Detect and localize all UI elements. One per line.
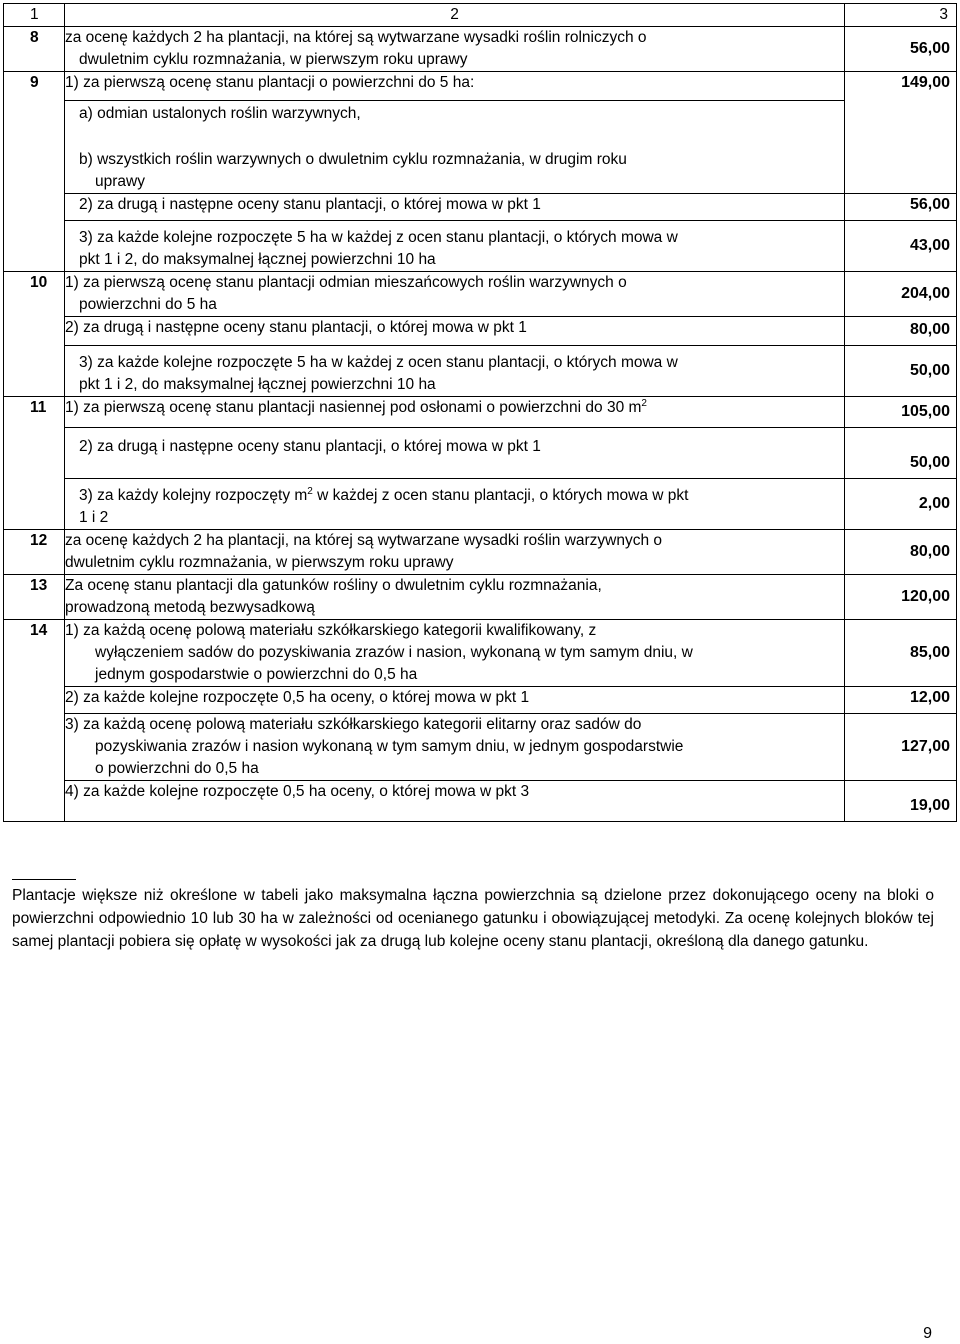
table-row	[4, 687, 957, 714]
superscript: 2	[307, 485, 313, 497]
row-number: 11	[4, 397, 65, 530]
fee-value: 56,00	[845, 27, 957, 72]
description-line: wyłączeniem sadów do pozyskiwania zrazów i nasion, wykonaną w tym samym dniu, w	[95, 644, 693, 661]
row-description	[65, 101, 845, 194]
description-line: Za ocenę stanu plantacji dla gatunków rośliny o dwuletnim cyklu rozmnażania,	[65, 577, 602, 594]
table-row	[4, 101, 957, 194]
description-line: 3) za każdy kolejny rozpoczęty m	[79, 487, 308, 504]
description-line: powierzchni do 5 ha	[79, 296, 217, 313]
row-description	[65, 575, 845, 620]
row-number: 12	[4, 530, 65, 575]
description-line: a) odmian ustalonych roślin warzywnych,	[79, 105, 361, 122]
table-row	[4, 479, 957, 530]
table-row	[4, 317, 957, 346]
header-col-1: 1	[4, 4, 65, 27]
description-line: w każdej z ocen stanu plantacji, o których mowa w pkt	[312, 487, 689, 504]
description-line: 1) za pierwszą ocenę stanu plantacji odmian mieszańcowych roślin warzywnych o	[65, 274, 627, 291]
fee-value: 204,00	[845, 272, 957, 317]
description-line: 1 i 2	[79, 509, 109, 526]
footnote-separator	[12, 879, 76, 880]
description-line: 4) za każde kolejne rozpoczęte 0,5 ha oceny, o której mowa w pkt 3	[65, 783, 530, 800]
fee-value: 50,00	[845, 428, 957, 479]
description-line: pozyskiwania zrazów i nasion wykonaną w tym samym dniu, w jednym gospodarstwie	[95, 738, 684, 755]
description-line: 2) za drugą i następne oceny stanu plantacji, o której mowa w pkt 1	[79, 438, 541, 455]
table-row	[4, 781, 957, 822]
fee-value: 43,00	[845, 221, 957, 272]
row-description	[65, 346, 845, 397]
description-line: prowadzoną metodą bezwysadkową	[65, 599, 315, 616]
description-line: za ocenę każdych 2 ha plantacji, na której są wytwarzane wysadki roślin warzywnych o	[65, 532, 663, 549]
description-line: 1) za pierwszą ocenę stanu plantacji o powierzchni do 5 ha:	[65, 74, 475, 91]
fee-value: 80,00	[845, 317, 957, 346]
table-row	[4, 221, 957, 272]
footnote-text: Plantacje większe niż określone w tabeli jako maksymalna łączna powierzchnia są dzielone przez dokonującego oceny na bloki o powierzchni odpowiednio 10 lub 30 ha w zależności od ocenianego gatunku i obowiązującej metodyki. Za ocenę kolejnych bloków tej samej plantacji pobiera się opłatę w wysokości jak za drugą lub kolejne oceny stanu plantacji, określoną dla danego gatunku.	[12, 887, 934, 950]
fee-value: 85,00	[845, 620, 957, 687]
fee-value: 105,00	[845, 397, 957, 428]
table-row	[4, 72, 957, 101]
table-row	[4, 714, 957, 781]
fee-table	[3, 3, 957, 822]
description-line: 1) za pierwszą ocenę stanu plantacji nasiennej pod osłonami o powierzchni do 30 m	[65, 399, 642, 416]
row-description	[65, 194, 845, 221]
fee-value: 2,00	[845, 479, 957, 530]
row-description	[65, 781, 845, 822]
description-line: 2) za drugą i następne oceny stanu plantacji, o której mowa w pkt 1	[79, 196, 541, 213]
description-line: pkt 1 i 2, do maksymalnej łącznej powierzchni 10 ha	[79, 251, 436, 268]
fee-value: 12,00	[845, 687, 957, 714]
row-description	[65, 27, 845, 72]
row-description	[65, 272, 845, 317]
description-line: pkt 1 i 2, do maksymalnej łącznej powierzchni 10 ha	[79, 376, 436, 393]
row-description	[65, 479, 845, 530]
row-description	[65, 620, 845, 687]
header-col-3: 3	[845, 4, 957, 27]
row-number: 13	[4, 575, 65, 620]
row-description	[65, 530, 845, 575]
row-description	[65, 317, 845, 346]
table-header-row	[4, 4, 957, 27]
row-description	[65, 428, 845, 479]
page-number: 9	[923, 1325, 932, 1342]
fee-value: 80,00	[845, 530, 957, 575]
description-line: uprawy	[95, 173, 145, 190]
table-row	[4, 428, 957, 479]
row-description	[65, 221, 845, 272]
table-row	[4, 27, 957, 72]
description-line: 3) za każdą ocenę polową materiału szkółkarskiego kategorii elitarny oraz sadów do	[65, 716, 642, 733]
description-line: 3) za każde kolejne rozpoczęte 5 ha w każdej z ocen stanu plantacji, o których mowa w	[79, 229, 678, 246]
table-row	[4, 397, 957, 428]
row-number: 14	[4, 620, 65, 822]
table-row	[4, 620, 957, 687]
description-line: 1) za każdą ocenę polową materiału szkółkarskiego kategorii kwalifikowany, z	[65, 622, 597, 639]
fee-value: 56,00	[845, 194, 957, 221]
fee-value: 19,00	[845, 781, 957, 822]
header-col-2: 2	[65, 4, 845, 27]
fee-value: 127,00	[845, 714, 957, 781]
description-line: b) wszystkich roślin warzywnych o dwuletnim cyklu rozmnażania, w drugim roku	[79, 151, 627, 168]
fee-value: 50,00	[845, 346, 957, 397]
description-line: 2) za każde kolejne rozpoczęte 0,5 ha oceny, o której mowa w pkt 1	[65, 689, 530, 706]
table-row	[4, 575, 957, 620]
description-line: dwuletnim cyklu rozmnażania, w pierwszym roku uprawy	[65, 554, 454, 571]
fee-value: 149,00	[845, 72, 957, 194]
row-description	[65, 72, 845, 101]
row-description	[65, 714, 845, 781]
description-line: o powierzchni do 0,5 ha	[95, 760, 259, 777]
table-row	[4, 530, 957, 575]
superscript: 2	[641, 397, 647, 409]
table-row	[4, 346, 957, 397]
row-description	[65, 687, 845, 714]
description-line: 3) za każde kolejne rozpoczęte 5 ha w każdej z ocen stanu plantacji, o których mowa w	[79, 354, 678, 371]
description-line: za ocenę każdych 2 ha plantacji, na której są wytwarzane wysadki roślin rolniczych o	[65, 29, 647, 46]
row-number: 8	[4, 27, 65, 72]
row-description	[65, 397, 845, 428]
description-line: jednym gospodarstwie o powierzchni do 0,5 ha	[95, 666, 418, 683]
description-line: 2) za drugą i następne oceny stanu plantacji, o której mowa w pkt 1	[65, 319, 527, 336]
table-row	[4, 272, 957, 317]
row-number: 10	[4, 272, 65, 397]
description-line: dwuletnim cyklu rozmnażania, w pierwszym roku uprawy	[79, 51, 468, 68]
fee-value: 120,00	[845, 575, 957, 620]
row-number: 9	[4, 72, 65, 272]
table-row	[4, 194, 957, 221]
